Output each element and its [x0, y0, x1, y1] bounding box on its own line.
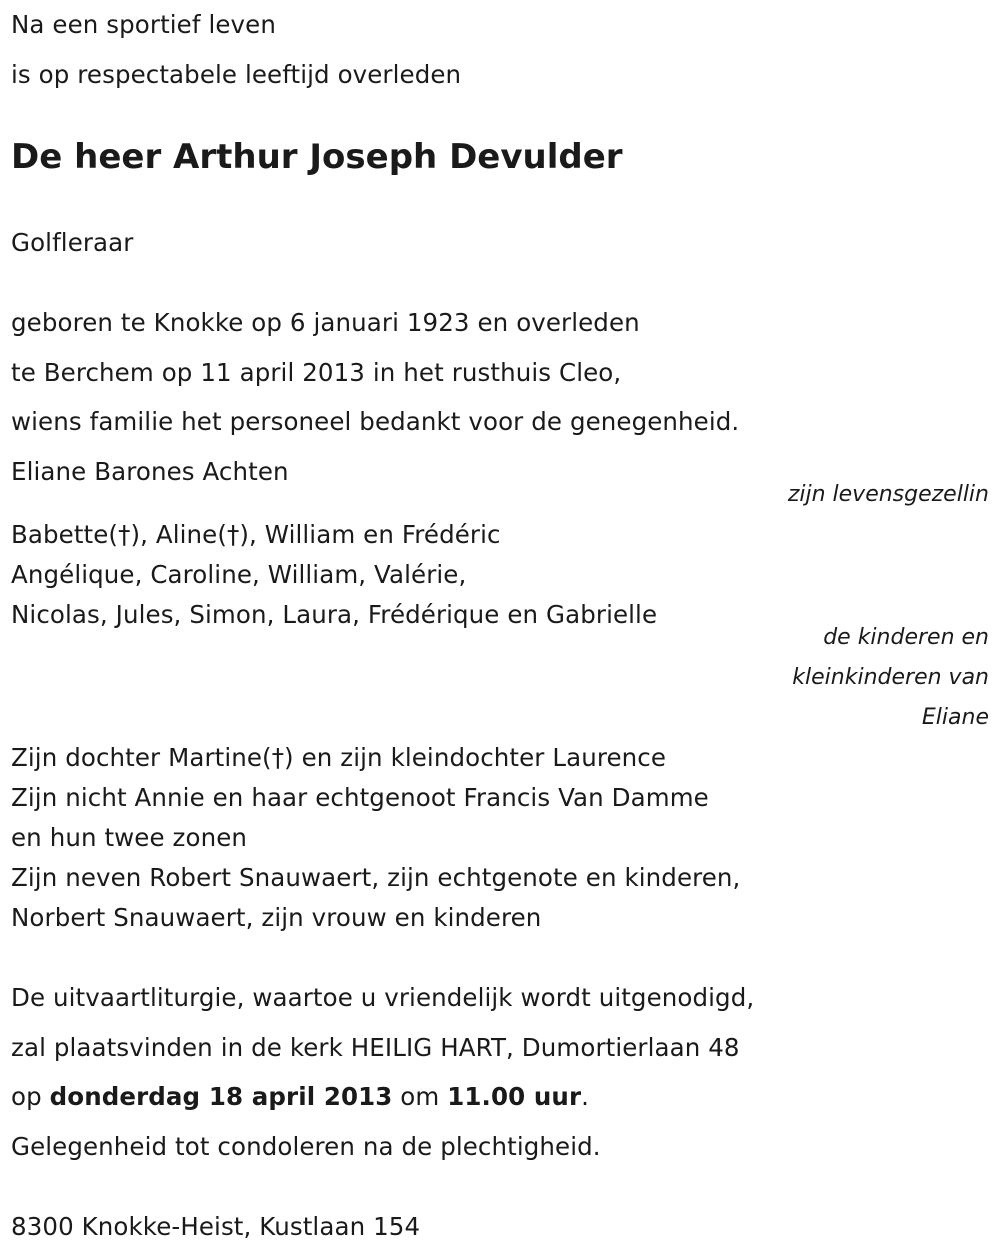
- children-line-1: Babette(†), Aline(†), William en Frédéric: [11, 520, 501, 549]
- children-role-line-1: de kinderen en: [823, 625, 989, 650]
- funeral-line-1: De uitvaartliturgie, waartoe u vriendelijk wordt uitgenodigd,: [11, 983, 755, 1012]
- children-role-line-2: kleinkinderen van: [792, 665, 989, 690]
- family-line-2: Zijn nicht Annie en haar echtgenoot Francis Van Damme: [11, 783, 709, 812]
- funeral-line-3: [11, 1082, 589, 1112]
- intro-line-2: is op respectabele leeftijd overleden: [11, 60, 462, 89]
- family-line-3: en hun twee zonen: [11, 823, 248, 852]
- deceased-name: De heer Arthur Joseph Devulder: [11, 137, 623, 177]
- children-line-3: Nicolas, Jules, Simon, Laura, Frédérique en Gabrielle: [11, 600, 658, 629]
- address: 8300 Knokke-Heist, Kustlaan 154: [11, 1212, 421, 1241]
- children-line-2: Angélique, Caroline, William, Valérie,: [11, 560, 467, 589]
- birth-line-2: te Berchem op 11 april 2013 in het rusthuis Cleo,: [11, 358, 622, 387]
- funeral-date: donderdag 18 april 2013: [49, 1082, 393, 1111]
- intro-line-1: Na een sportief leven: [11, 10, 276, 39]
- family-line-1: Zijn dochter Martine(†) en zijn kleindochter Laurence: [11, 743, 667, 772]
- profession: Golfleraar: [11, 228, 134, 257]
- funeral-line-2: zal plaatsvinden in de kerk HEILIG HART, Dumortierlaan 48: [11, 1033, 740, 1062]
- funeral-mid: om: [392, 1082, 448, 1111]
- funeral-prefix: op: [11, 1082, 50, 1111]
- birth-line-3: wiens familie het personeel bedankt voor de genegenheid.: [11, 407, 740, 436]
- family-line-4: Zijn neven Robert Snauwaert, zijn echtgenote en kinderen,: [11, 863, 741, 892]
- partner-name: Eliane Barones Achten: [11, 457, 289, 486]
- funeral-suffix: .: [581, 1082, 590, 1111]
- children-role-line-3: Eliane: [921, 705, 989, 730]
- partner-role: zijn levensgezellin: [787, 482, 989, 507]
- birth-line-1: geboren te Knokke op 6 januari 1923 en overleden: [11, 308, 640, 337]
- funeral-time: 11.00 uur: [447, 1082, 582, 1111]
- funeral-line-4: Gelegenheid tot condoleren na de plechtigheid.: [11, 1132, 601, 1161]
- family-line-5: Norbert Snauwaert, zijn vrouw en kinderen: [11, 903, 542, 932]
